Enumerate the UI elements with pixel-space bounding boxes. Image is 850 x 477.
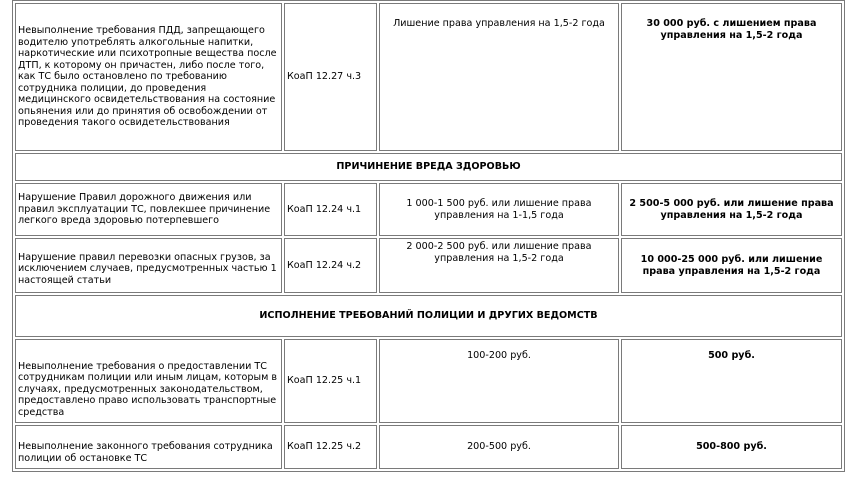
old-fine: 100-200 руб.: [379, 339, 619, 423]
new-fine: 500 руб.: [621, 339, 842, 423]
section-row: [15, 295, 842, 337]
section-row: [15, 153, 842, 181]
new-fine: 500-800 руб.: [621, 425, 842, 469]
violation-description: Невыполнение требования о предоставлении ТС сотрудникам полиции или иным лицам, которым в случаях, предусмотренных законодательством, предоставлено право использовать транспортные средства: [15, 339, 282, 423]
fines-table: [12, 0, 845, 472]
old-fine: 200-500 руб.: [379, 425, 619, 469]
section-title: ПРИЧИНЕНИЕ ВРЕДА ЗДОРОВЬЮ: [15, 153, 842, 181]
old-fine: 2 000-2 500 руб. или лишение права управления на 1,5-2 года: [379, 238, 619, 293]
violation-description: Нарушение Правил дорожного движения или правил эксплуатации ТС, повлекшее причинение легкого вреда здоровью потерпевшего: [15, 183, 282, 236]
violation-description: Невыполнение законного требования сотрудника полиции об остановке ТС: [15, 425, 282, 469]
table-row: [15, 339, 842, 423]
table-row: [15, 425, 842, 469]
table-row: [15, 238, 842, 293]
article-ref: КоаП 12.25 ч.2: [284, 425, 377, 469]
section-title: ИСПОЛНЕНИЕ ТРЕБОВАНИЙ ПОЛИЦИИ И ДРУГИХ ВЕДОМСТВ: [15, 295, 842, 337]
table-row: [15, 3, 842, 151]
article-ref: КоаП 12.24 ч.1: [284, 183, 377, 236]
old-fine: 1 000-1 500 руб. или лишение права управления на 1-1,5 года: [379, 183, 619, 236]
new-fine: 10 000-25 000 руб. или лишение права управления на 1,5-2 года: [621, 238, 842, 293]
violation-description: Невыполнение требования ПДД, запрещающего водителю употреблять алкогольные напитки, наркотические или психотропные вещества после ДТП, к которому он причастен, либо после того, как ТС было остановлено по требованию сотрудника полиции, до проведения медицинского освидетельствования на состояние опьянения или до принятия об освобождении от проведения такого освидетельствования: [15, 3, 282, 151]
article-ref: КоаП 12.24 ч.2: [284, 238, 377, 293]
old-fine: Лишение права управления на 1,5-2 года: [379, 3, 619, 151]
new-fine: 2 500-5 000 руб. или лишение права управления на 1,5-2 года: [621, 183, 842, 236]
violation-description: Нарушение правил перевозки опасных грузов, за исключением случаев, предусмотренных частью 1 настоящей статьи: [15, 238, 282, 293]
table-row: [15, 183, 842, 236]
article-ref: КоаП 12.27 ч.3: [284, 3, 377, 151]
new-fine: 30 000 руб. с лишением права управления на 1,5-2 года: [621, 3, 842, 151]
article-ref: КоаП 12.25 ч.1: [284, 339, 377, 423]
